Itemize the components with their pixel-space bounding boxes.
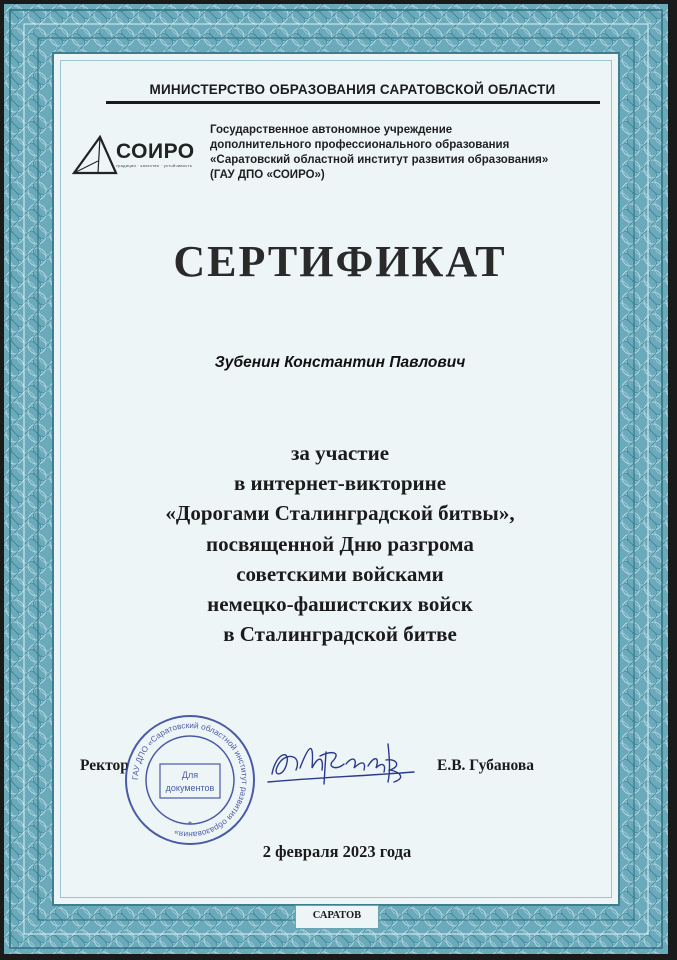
- svg-text:*: *: [188, 820, 192, 831]
- city-name: САРАТОВ: [312, 910, 362, 921]
- award-line: в Сталинградской битве: [223, 622, 457, 647]
- recipient-name: Зубенин Константин Павлович: [214, 354, 466, 371]
- issue-date: 2 февраля 2023 года: [262, 842, 412, 861]
- institution-line: дополнительного профессионального образования: [210, 139, 510, 151]
- certificate-title: СЕРТИФИКАТ: [173, 237, 507, 286]
- logo-tagline: традиции · качество · устойчивость: [116, 163, 193, 168]
- ministry-heading: МИНИСТЕРСТВО ОБРАЗОВАНИЯ САРАТОВСКОЙ ОБЛАСТИ: [149, 82, 556, 97]
- institution-line: «Саратовский областной институт развития образования»: [210, 154, 549, 166]
- award-text: [60, 438, 620, 649]
- award-line: посвященной Дню разгрома: [206, 531, 474, 556]
- award-line: «Дорогами Сталинградской битвы»,: [165, 501, 515, 526]
- stamp-ring-text: ГАУ ДПО «Саратовский областной институт развития образования»: [130, 720, 250, 840]
- award-line: советскими войсками: [236, 561, 444, 586]
- institution-line: (ГАУ ДПО «СОИРО»): [210, 169, 325, 181]
- official-stamp: [120, 710, 260, 850]
- logo-name: СОИРО: [116, 140, 195, 163]
- header-divider: [106, 101, 600, 104]
- award-line: за участие: [290, 441, 390, 465]
- stamp-center-text: Для: [181, 770, 199, 780]
- award-line: в интернет-викторине: [233, 471, 447, 496]
- institution-block: [210, 123, 610, 183]
- signer-role: Ректор: [80, 757, 129, 774]
- signer-name: Е.В. Губанова: [437, 757, 535, 774]
- institution-line: Государственное автономное учреждение: [210, 124, 453, 136]
- award-line: немецко-фашистских войск: [207, 592, 473, 617]
- handwritten-signature: [262, 722, 422, 802]
- stamp-center-text: документов: [165, 783, 215, 793]
